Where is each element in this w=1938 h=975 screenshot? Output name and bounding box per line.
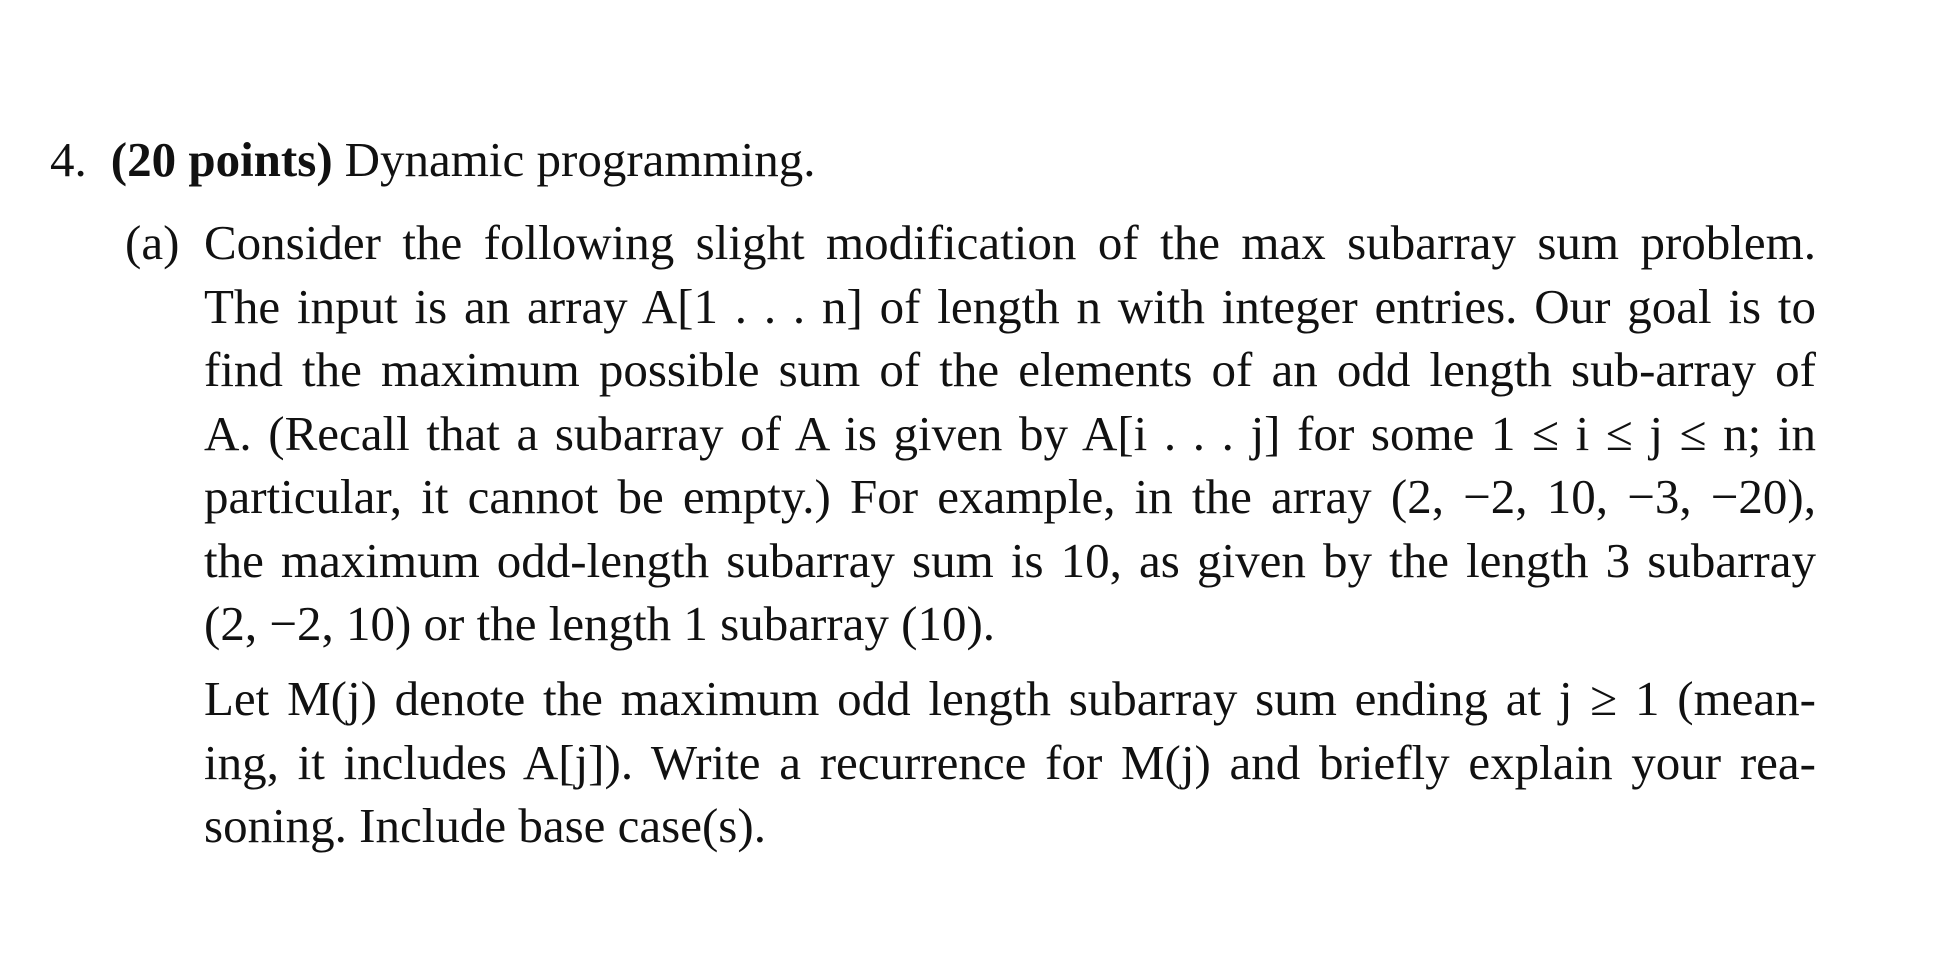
paragraph-line: find the maximum possible sum of the elements of an odd length sub-array of (204, 342, 1816, 397)
paragraph-line: soning. Include base case(s). (204, 798, 766, 853)
part-a-paragraph-1 (204, 211, 1816, 656)
paragraph-line: The input is an array A[1 . . . n] of length n with integer entries. Our goal is to (204, 278, 1816, 334)
part-a-paragraph-2 (204, 667, 1816, 858)
question-title: Dynamic programming. (344, 132, 816, 187)
question-number: 4. (50, 132, 87, 187)
paragraph-line: A. (Recall that a subarray of A is given by A[i . . . j] for some 1 ≤ i ≤ j ≤ n; in (204, 405, 1816, 461)
question-heading (50, 130, 815, 190)
part-a-label: (a) (125, 215, 180, 270)
question-points: (20 points) (110, 132, 333, 187)
paragraph-line: Consider the following slight modification of the max subarray sum problem. (204, 215, 1816, 270)
paragraph-line: (2, −2, 10) or the length 1 subarray (10). (204, 596, 996, 651)
paragraph-line: ing, it includes A[j]). Write a recurrence for M(j) and briefly explain your rea- (204, 734, 1816, 790)
paragraph-line: Let M(j) denote the maximum odd length subarray sum ending at j ≥ 1 (mean- (204, 671, 1816, 726)
paragraph-line: particular, it cannot be empty.) For example, in the array (2, −2, 10, −3, −20), (204, 469, 1816, 524)
paragraph-line: the maximum odd-length subarray sum is 10, as given by the length 3 subarray (204, 532, 1816, 588)
